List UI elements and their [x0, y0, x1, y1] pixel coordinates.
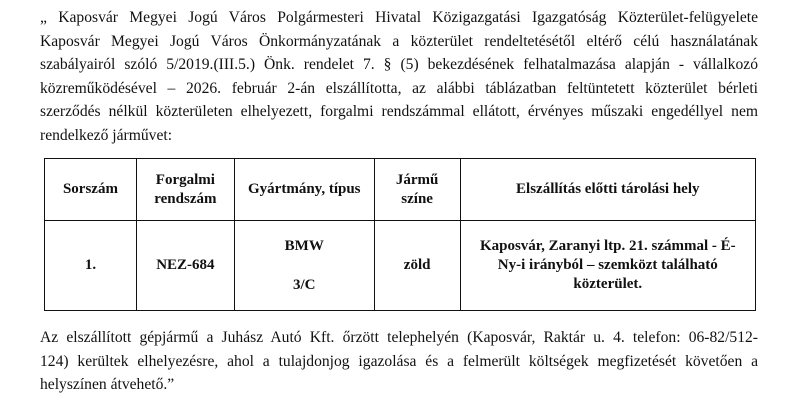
header-rendszam-line2: rendszám: [154, 190, 217, 207]
intro-line: „ Kaposvár Megyei Jogú Város Polgármesteri Hivatal Közigazgatási Igazgatóság Közterület-felügyelete: [40, 9, 758, 26]
header-sorszam: Sorszám: [45, 159, 137, 221]
header-rendszam-line1: Forgalmi: [155, 171, 215, 188]
outro-line: helyszínen átvehető.”: [40, 376, 175, 394]
header-gyartmany: Gyártmány, típus: [234, 159, 374, 221]
intro-line: rendelkező járművet:: [40, 126, 173, 144]
intro-line: szerződés nélkül közterületen elhelyezett, forgalmi rendszámmal ellátott, érvényes műszaki engedéllyel nem: [40, 103, 758, 121]
outro-paragraph: [40, 326, 758, 397]
intro-line: Kaposvár Megyei Jogú Város Önkormányzatának a közterület rendeltetésétől eltérő célú használatának: [40, 32, 758, 50]
table-row: [45, 221, 756, 311]
intro-paragraph: [40, 6, 758, 148]
intro-line: közreműködésével – 2026. február 2-án elszállította, az alábbi táblázatban feltüntetett közterület bérleti: [40, 79, 758, 97]
header-szin-line2: színe: [401, 190, 433, 207]
document-page: [40, 6, 758, 394]
cell-sorszam: 1.: [45, 221, 137, 311]
cell-tarolas-line1: Kaposvár, Zaranyi ltp. 21. számmal - É-: [479, 238, 736, 254]
header-tarolas: Elszállítás előtti tárolási hely: [460, 159, 755, 221]
cell-szin: zöld: [374, 221, 460, 311]
cell-gyartmany-type: 3/C: [293, 276, 316, 293]
outro-line: Az elszállított gépjármű a Juhász Autó Kft. őrzött telephelyén (Kaposvár, Raktár u. 4. telefon: 06-82/512-: [40, 329, 758, 346]
header-szin: [374, 159, 460, 221]
cell-tarolas-line2: Ny-i irányból – szemközt található: [497, 257, 718, 273]
cell-tarolas: [460, 221, 755, 311]
cell-rendszam: NEZ-684: [136, 221, 234, 311]
table-header-row: [45, 159, 756, 221]
cell-gyartmany-make: BMW: [284, 237, 324, 254]
cell-gyartmany: [234, 221, 374, 311]
intro-line: szabályairól szóló 5/2019.(III.5.) Önk. rendelet 7. § (5) bekezdésének felhatalmazása alapján - vállalkozó: [40, 56, 758, 74]
header-szin-line1: Jármű: [395, 171, 439, 188]
header-rendszam: [136, 159, 234, 221]
vehicle-table: [44, 158, 756, 311]
cell-tarolas-line3: közterület.: [573, 276, 643, 292]
outro-line: 124) kerültek elhelyezésre, ahol a tulajdonjog igazolása és a felmerült költségek megfizetését követően a: [40, 352, 758, 370]
